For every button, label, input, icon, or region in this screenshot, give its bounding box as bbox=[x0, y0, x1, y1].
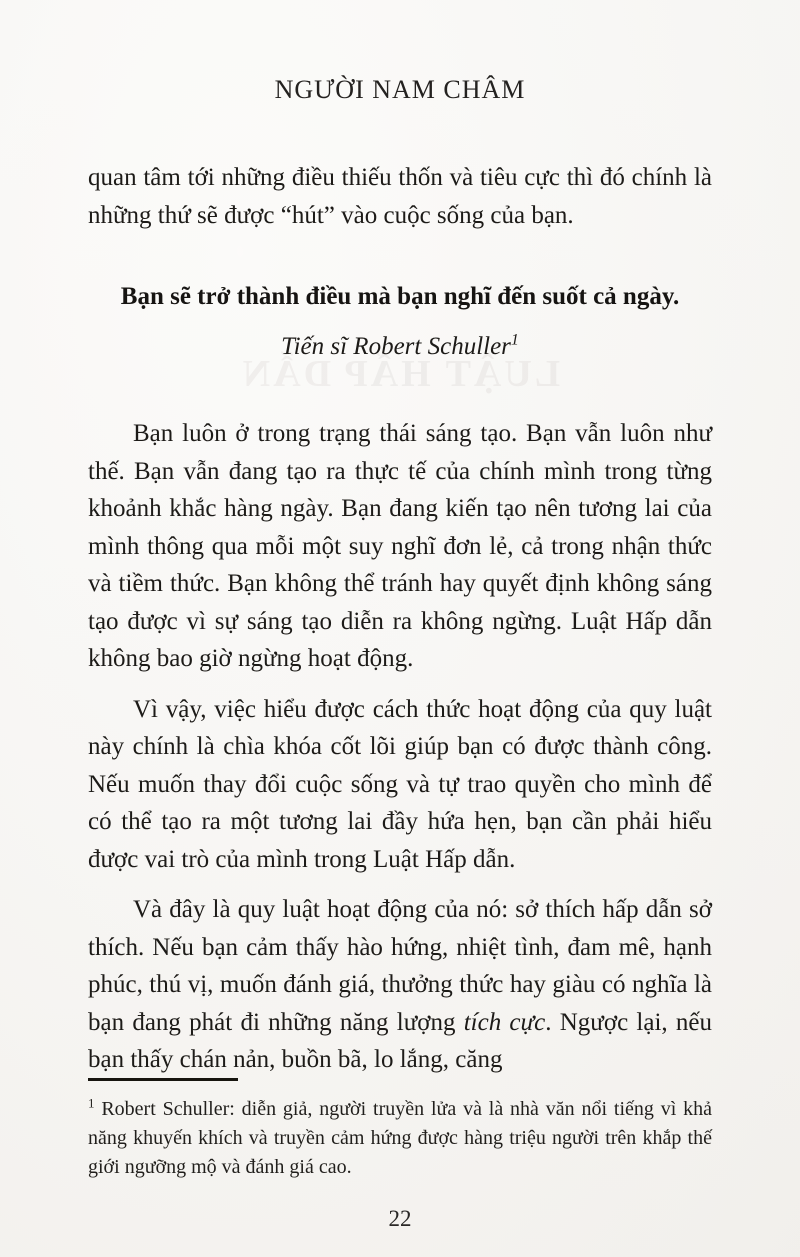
footnote-separator bbox=[88, 1078, 238, 1081]
quote-attribution bbox=[88, 328, 712, 365]
body-paragraph bbox=[88, 891, 712, 1079]
body-paragraph: Bạn luôn ở trong trạng thái sáng tạo. Bạn vẫn luôn như thế. Bạn vẫn đang tạo ra thực tế của chính mình trong từng khoảnh khắc hàng ngày. Bạn đang kiến tạo nên tương lai của mình thông qua mỗi một suy nghĩ đơn lẻ, cả trong nhận thức và tiềm thức. Bạn không thể tránh hay quyết định không sáng tạo được vì sự sáng tạo diễn ra không ngừng. Luật Hấp dẫn không bao giờ ngừng hoạt động. bbox=[88, 420, 712, 672]
footnote-marker: 1 bbox=[88, 1095, 95, 1111]
paragraph-text: Và đây là quy luật hoạt động của nó: sở thích hấp dẫn sở thích. Nếu bạn cảm thấy hào hứng, nhiệt tình, đam mê, hạnh phúc, thú vị, muốn đánh giá, thưởng thức hay giàu có nghĩa là bạn đang phát đi những năng lượng bbox=[88, 896, 712, 1036]
page-body bbox=[88, 159, 712, 1079]
showthrough-text: LUẬT HẤP DẪN bbox=[239, 353, 561, 395]
running-header: NGƯỜI NAM CHÂM bbox=[274, 75, 526, 104]
paragraph-text: . Ngược lại, nếu bạn thấy chán nản, buồn bã, lo lắng, căng bbox=[88, 1008, 712, 1073]
footnote-ref-marker: 1 bbox=[510, 331, 519, 349]
footnote-text bbox=[88, 1095, 712, 1182]
body-paragraph: Vì vậy, việc hiểu được cách thức hoạt động của quy luật này chính là chìa khóa cốt lõi giúp bạn có được thành công. Nếu muốn thay đổi cuộc sống và tự trao quyền cho mình để có thể tạo ra một tương lai đầy hứa hẹn, bạn cần phải hiểu được vai trò của mình trong Luật Hấp dẫn. bbox=[88, 695, 712, 873]
body-paragraph: quan tâm tới những điều thiếu thốn và tiêu cực thì đó chính là những thứ sẽ được “hút” vào cuộc sống của bạn. bbox=[88, 164, 712, 229]
footnote-body: Robert Schuller: diễn giả, người truyền lửa và là nhà văn nổi tiếng vì khả năng khuyến khích và truyền cảm hứng được hàng triệu người trên khắp thế giới ngưỡng mộ và đánh giá cao. bbox=[88, 1098, 712, 1178]
attribution-name: Tiến sĩ Robert Schuller bbox=[281, 333, 511, 360]
pull-quote: Bạn sẽ trở thành điều mà bạn nghĩ đến suốt cả ngày. bbox=[120, 283, 680, 310]
emphasized-text: tích cực bbox=[463, 1008, 546, 1036]
page-number: 22 bbox=[388, 1206, 412, 1231]
footnote-block bbox=[88, 1078, 712, 1182]
